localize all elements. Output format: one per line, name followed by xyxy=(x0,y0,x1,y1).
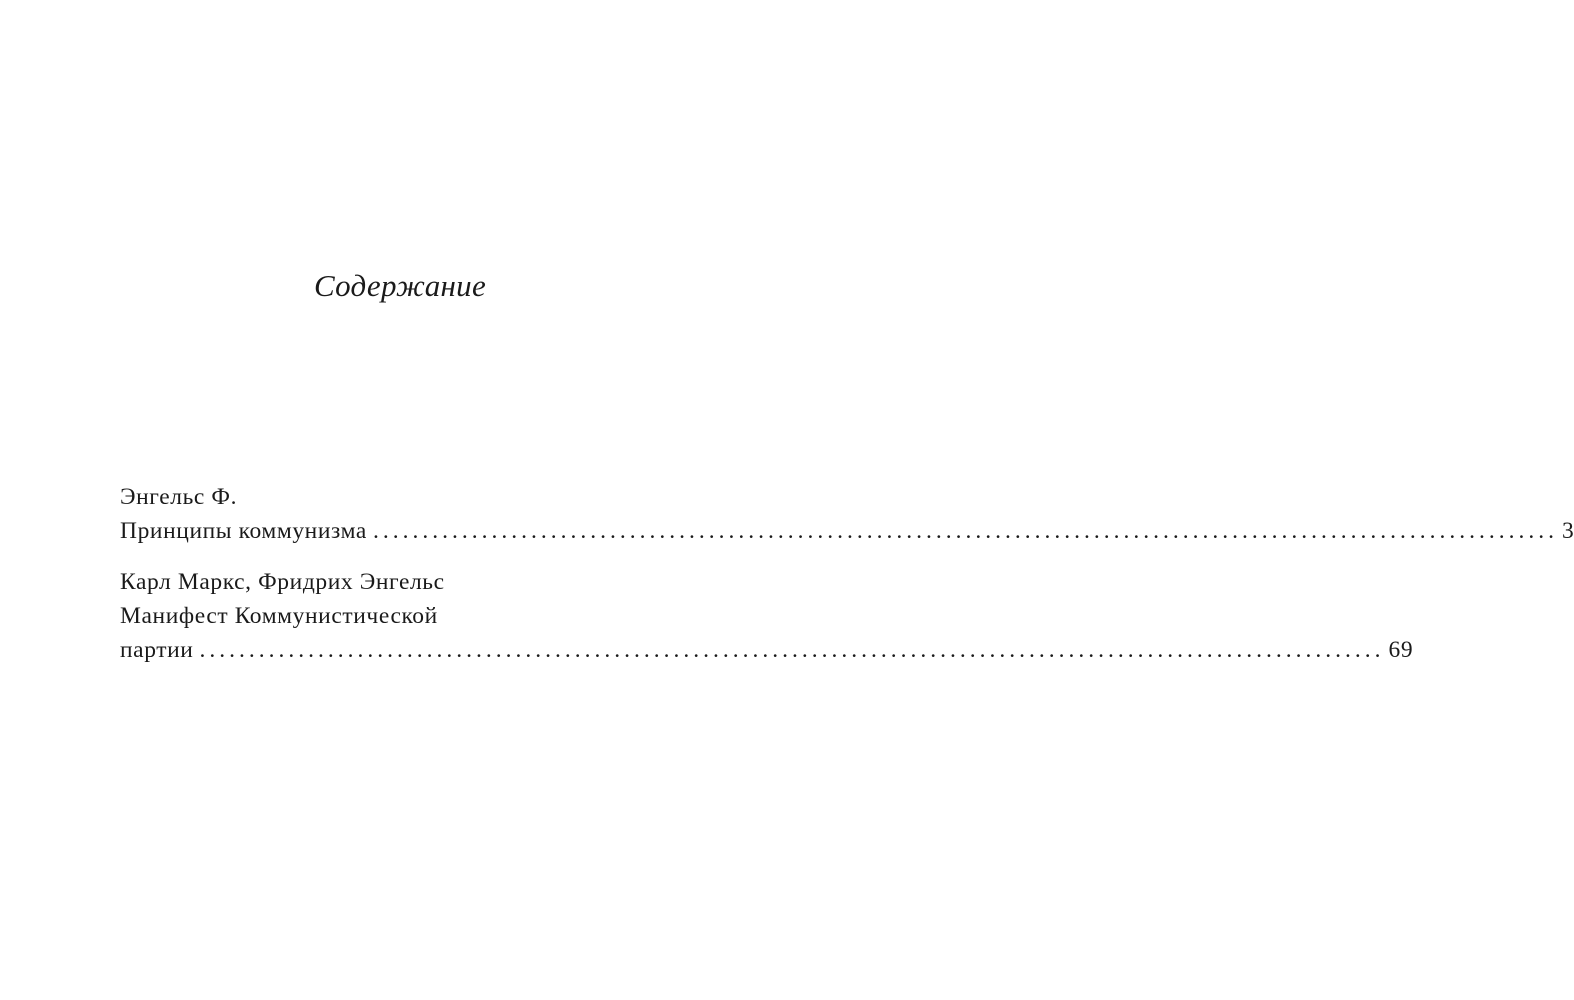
toc-entry-manifesto xyxy=(120,565,1414,667)
toc-entry-author: Энгельс Ф. xyxy=(120,484,238,510)
toc-entry-author: Карл Маркс, Фридрих Энгельс xyxy=(120,569,445,595)
toc-entry-title-line[interactable] xyxy=(120,633,1414,667)
toc-entry-title-line[interactable] xyxy=(120,514,1574,548)
dot-leader: ........................................................................................................................ xyxy=(372,518,1558,544)
toc-entry-title: Манифест Коммунистической xyxy=(120,603,438,629)
toc-heading: Содержание xyxy=(313,268,487,303)
toc-entry-title: Принципы коммунизма xyxy=(120,518,367,544)
toc-entry-title-end: партии xyxy=(120,637,194,663)
toc-entry-engels xyxy=(120,480,1574,548)
toc-entry-page-number: 3 xyxy=(1561,518,1574,544)
table-of-contents xyxy=(120,480,1574,667)
dot-leader: ........................................................................................................................ xyxy=(199,637,1385,663)
toc-entry-page-number: 69 xyxy=(1388,637,1414,663)
